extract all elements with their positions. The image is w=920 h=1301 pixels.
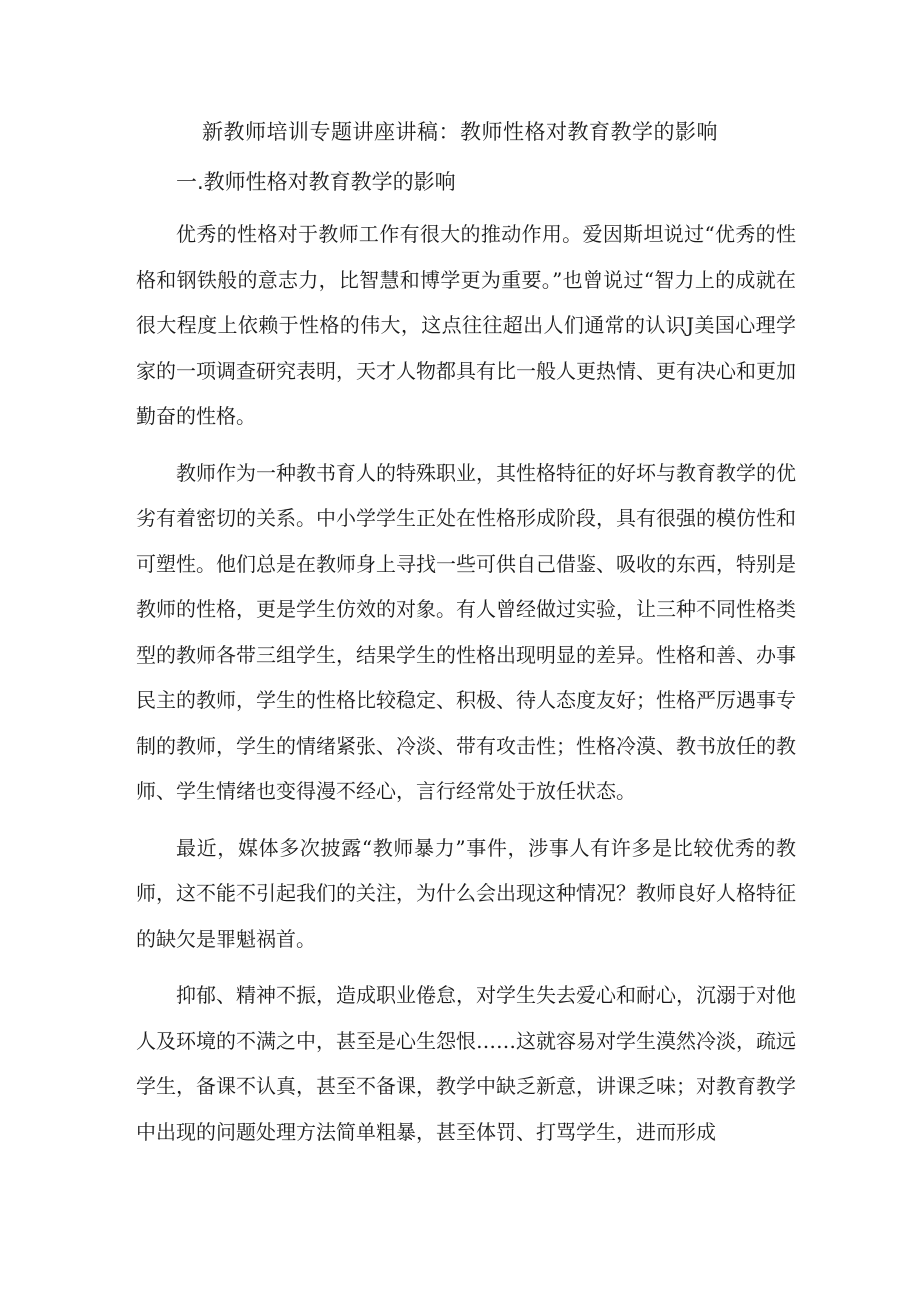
document-title: 新教师培训专题讲座讲稿：教师性格对教育教学的影响 — [202, 120, 718, 144]
paragraph: 教师作为一种教书育人的特殊职业，其性格特征的好坏与教育教学的优劣有着密切的关系。中小学学生正处在性格形成阶段，具有很强的模仿性和可塑性。他们总是在教师身上寻找一些可供自己借鉴、吸收的东西，特别是教师的性格，更是学生仿效的对象。有人曾经做过实验，让三种不同性格类型的教师各带三组学生，结果学生的性格出现明显的差异。性格和善、办事民主的教师，学生的性格比较稳定、积极、待人态度友好；性格严厉遇事专制的教师，学生的情绪紧张、冷淡、带有攻击性；性格冷漠、教书放任的教师、学生情绪也变得漫不经心，言行经常处于放任状态。 — [136, 460, 796, 803]
paragraph: 最近，媒体多次披露“教师暴力”事件，涉事人有许多是比较优秀的教师，这不能不引起我们的关注，为什么会出现这种情况？教师良好人格特征的缺欠是罪魁祸首。 — [136, 835, 796, 951]
section-heading: 一.教师性格对教育教学的影响 — [176, 170, 456, 194]
paragraph: 优秀的性格对于教师工作有很大的推动作用。爱因斯坦说过“优秀的性格和钢铁般的意志力，比智慧和博学更为重要。”也曾说过“智力上的成就在很大程度上依赖于性格的伟大，这点往往超出人们通常的认识J美国心理学家的一项调查研究表明，天才人物都具有比一般人更热情、更有决心和更加勤奋的性格。 — [136, 222, 796, 428]
paragraph: 抑郁、精神不振，造成职业倦怠，对学生失去爱心和耐心，沉溺于对他人及环境的不满之中，甚至是心生怨恨……这就容易对学生漠然冷淡，疏远学生，备课不认真，甚至不备课，教学中缺乏新意，讲课乏味；对教育教学中出现的问题处理方法简单粗暴，甚至体罚、打骂学生，进而形成 — [136, 983, 796, 1144]
document-body — [136, 212, 796, 1166]
